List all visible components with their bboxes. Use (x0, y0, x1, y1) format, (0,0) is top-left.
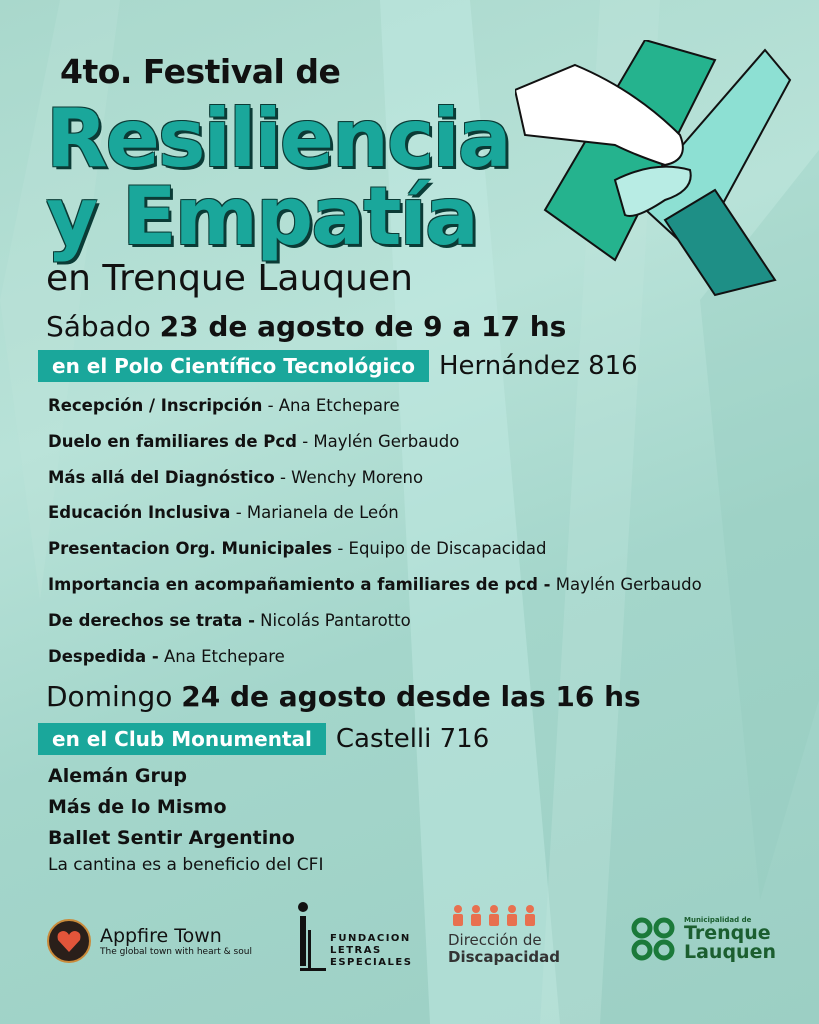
muni-line2: Lauquen (684, 941, 776, 963)
agenda-item: De derechos se trata - Nicolás Pantarotto (48, 610, 411, 630)
appfire-town-logo (46, 918, 252, 964)
cantina-note: La cantina es a beneficio del CFI (48, 855, 324, 875)
fundacion-mark-icon (296, 900, 326, 975)
hands-illustration (515, 40, 795, 300)
appfire-heart-icon (46, 918, 92, 964)
agenda-item: Más allá del Diagnóstico - Wenchy Moreno (48, 467, 424, 487)
title-empatia: y Empatía (46, 170, 477, 263)
fundacion-letras-logo (296, 900, 412, 975)
fundacion-line1: FUNDACION (330, 933, 411, 944)
municipal-links-icon (628, 916, 678, 962)
lineup-item: Más de lo Mismo (48, 796, 227, 818)
agenda-item: Presentacion Org. Municipales - Equipo de Discapacidad (48, 539, 547, 559)
agenda-item: Despedida - Ana Etchepare (48, 646, 285, 666)
saturday-venue-badge: en el Polo Científico Tecnológico (38, 350, 429, 382)
sunday-date: Domingo 24 de agosto desde las 16 hs (46, 680, 641, 713)
saturday-agenda (48, 394, 702, 680)
direccion-discapacidad-logo (448, 904, 560, 966)
municipalidad-logo (628, 916, 776, 962)
fundacion-line2: LETRAS (330, 945, 382, 956)
saturday-date: Sábado 23 de agosto de 9 a 17 hs (46, 310, 567, 343)
appfire-name: Appfire Town (100, 925, 222, 947)
sunday-address: Castelli 716 (335, 724, 490, 754)
fundacion-line3: ESPECIALES (330, 957, 413, 968)
direccion-line2: Discapacidad (448, 948, 561, 966)
sunday-venue-row (38, 723, 489, 755)
title-resiliencia: Resiliencia (46, 92, 510, 185)
saturday-address: Hernández 816 (439, 351, 638, 381)
agenda-item: Importancia en acompañamiento a familiares de pcd - Maylén Gerbaudo (48, 574, 702, 594)
agenda-item: Duelo en familiares de Pcd - Maylén Gerbaudo (48, 431, 460, 451)
appfire-tagline: The global town with heart & soul (100, 947, 252, 957)
agenda-item: Educación Inclusiva - Marianela de León (48, 503, 399, 523)
muni-line0: Municipalidad de (684, 916, 752, 924)
people-row-icon (448, 904, 548, 928)
agenda-item: Recepción / Inscripción - Ana Etchepare (48, 396, 400, 415)
lineup-item: Alemán Grup (48, 765, 187, 787)
sunday-venue-badge: en el Club Monumental (38, 723, 326, 755)
direccion-line1: Dirección de (448, 931, 542, 949)
sunday-lineup (48, 764, 295, 857)
festival-edition-title: 4to. Festival de (60, 52, 341, 91)
muni-line1: Trenque (684, 922, 771, 944)
lineup-item: Ballet Sentir Argentino (48, 827, 295, 849)
location-subtitle: en Trenque Lauquen (46, 258, 413, 299)
saturday-venue-row (38, 350, 638, 382)
